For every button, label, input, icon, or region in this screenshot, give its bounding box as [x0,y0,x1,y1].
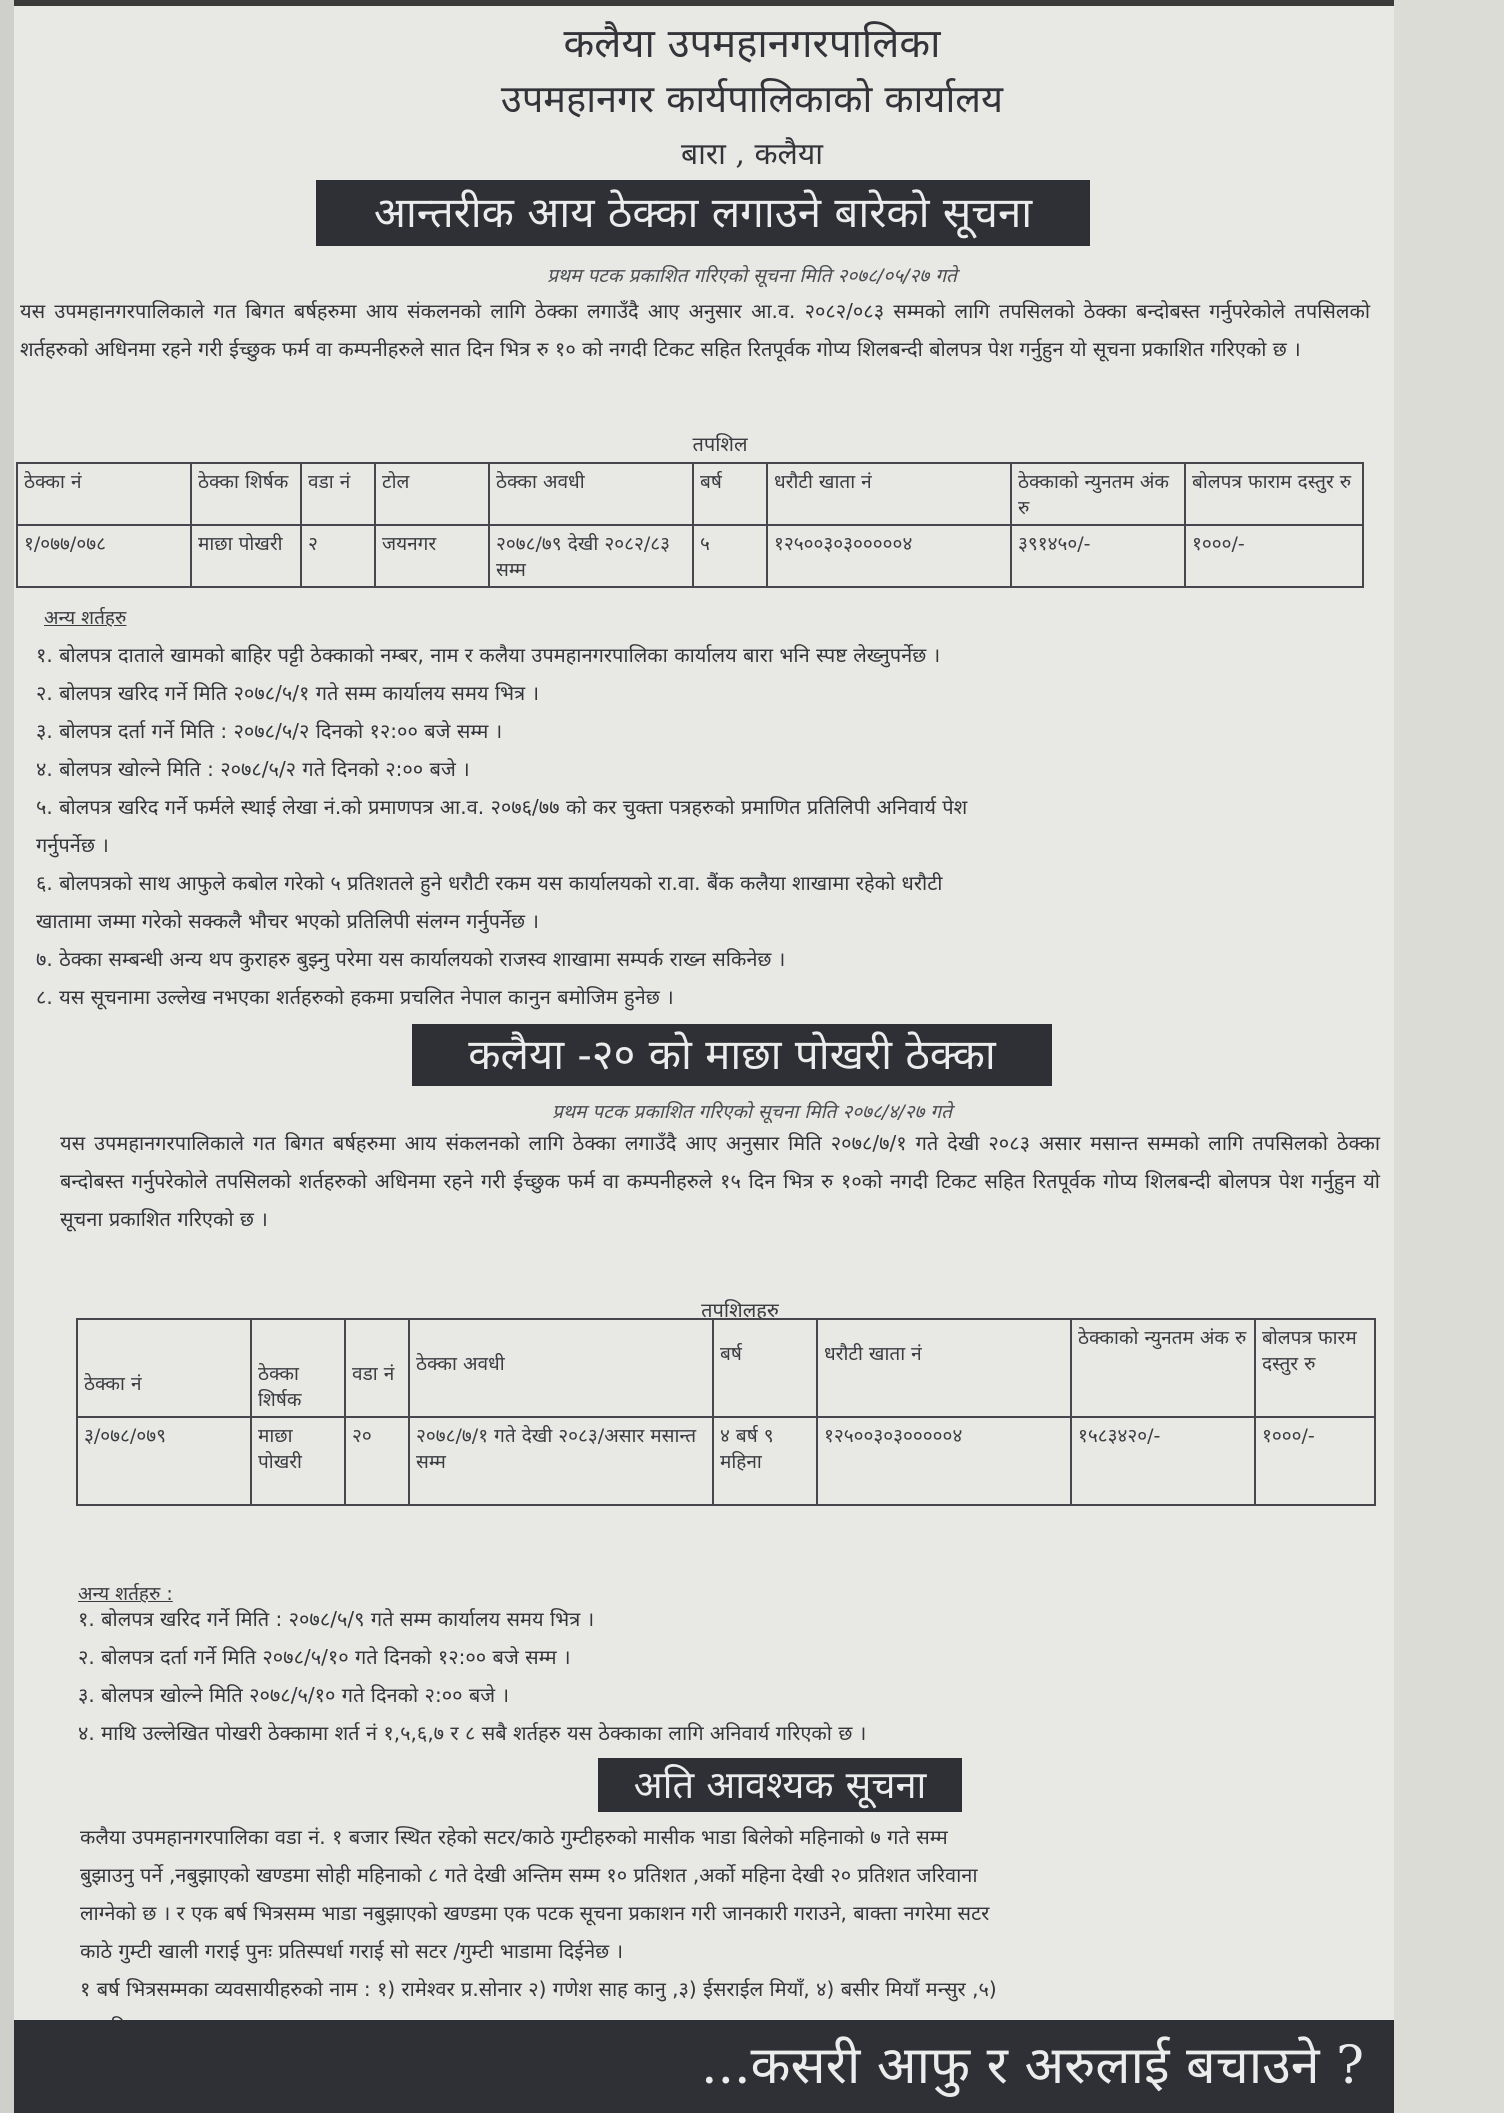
notice3-line: १ बर्ष भित्रसम्मका व्यवसायीहरुको नाम : १) रामेश्वर प्र.सोनार २) गणेश साह कानु ,३) ईसराईल मियाँ, ४) बसीर मियाँ मन्सुर ,५) [80,1977,997,2001]
condition-item: ५. बोलपत्र खरिद गर्ने फर्मले स्थाई लेखा नं.को प्रमाणपत्र आ.व. २०७६/७७ को कर चुक्ता पत्रहरुको प्रमाणित प्रतिलिपी अनिवार्य पेश [36,795,968,819]
notice2-table [76,1318,1376,1506]
office-location: बारा , कलैया [680,137,824,172]
notice3-line: कलैया उपमहानगरपालिका वडा नं. १ बजार स्थित रहेको सटर/काठे गुम्टीहरुको मासीक भाडा बिलेको महिनाको ७ गते सम्म [80,1825,948,1849]
col-header: ठेक्काको न्युनतम अंक रु [1011,463,1185,525]
condition-item: ३. बोलपत्र खोल्ने मिति २०७८/५/१० गते दिनको २:०० बजे । [78,1683,510,1707]
notice1-conditions [36,636,1376,1016]
table-cell: १०००/- [1185,525,1363,587]
condition-item: ८. यस सूचनामा उल्लेख नभएका शर्तहरुको हकमा प्रचलित नेपाल कानुन बमोजिम हुनेछ । [36,985,674,1009]
condition-item: ६. बोलपत्रको साथ आफुले कबोल गरेको ५ प्रतिशतले हुने धरौटी रकम यस कार्यालयको रा.वा. बैंक कलैया शाखामा रहेको धरौटी [36,871,943,895]
condition-item: खातामा जम्मा गरेको सक्कलै भौचर भएको प्रतिलिपी संलग्न गर्नुपर्नेछ । [36,909,539,933]
condition-item: १. बोलपत्र दाताले खामको बाहिर पट्टी ठेक्काको नम्बर, नाम र कलैया उपमहानगरपालिका कार्यालय बारा भनि स्पष्ट लेख्नुपर्नेछ । [36,643,941,667]
col-header: बर्ष [713,1319,817,1417]
col-header: ठेक्का अवधी [409,1319,713,1417]
notice1-title: आन्तरीक आय ठेक्का लगाउने बारेको सूचना [316,180,1090,246]
table-cell: ३/०७८/०७९ [77,1417,251,1505]
notice1-subnote: प्रथम पटक प्रकाशित गरिएको सूचना मिति २०७८/०५/२७ गते [547,265,957,287]
table-cell: १२५००३०३०००००४ [767,525,1011,587]
condition-item: ३. बोलपत्र दर्ता गर्ने मिति : २०७८/५/२ दिनको १२:०० बजे सम्म । [36,719,503,743]
notice2-paragraph: यस उपमहानगरपालिकाले गत बिगत बर्षहरुमा आय संकलनको लागि ठेक्का लगाउँदै आए अनुसार मिति २०७८/७/१ गते देखी २०८३ असार मसान्त सम्मको लागि तपसिलको ठेक्का बन्दोबस्त गर्नुपरेकोले तपसिलको शर्तहरुको अधिनमा रहने गरी ईच्छुक फर्म वा कम्पनीहरुले १५ दिन भित्र रु १०को नगदी टिकट सहित रितपूर्वक गोप्य शिलबन्दी बोलपत्र पेश गर्नुहुन यो सूचना प्रकाशित गरिएको छ । [60,1131,1380,1231]
col-header: धरौटी खाता नं [817,1319,1071,1417]
notice2-title: कलैया -२० को माछा पोखरी ठेक्का [412,1024,1052,1086]
paper-margin [1394,0,1504,2113]
table-cell: २ [301,525,375,587]
condition-item: ४. बोलपत्र खोल्ने मिति : २०७८/५/२ गते दिनको २:०० बजे । [36,757,470,781]
col-header: ठेक्का शिर्षक [191,463,301,525]
col-header: ठेक्का अवधी [489,463,693,525]
notice3-line: लाग्नेको छ । र एक बर्ष भित्रसम्म भाडा नबुझाएको खण्डमा एक पटक सूचना प्रकाशन गरी जानकारी गराउने, बाक्ता नगरेमा सटर [80,1901,990,1925]
notice2-conditions-title: अन्य शर्तहरु : [78,1583,173,1605]
col-header: धरौटी खाता नं [767,463,1011,525]
office-name: कलैया उपमहानगरपालिका [563,21,941,67]
table-row [77,1417,1375,1505]
table-cell: २० [345,1417,409,1505]
table-cell: ३९१४५०/- [1011,525,1185,587]
table-cell: माछा पोखरी [191,525,301,587]
col-header: ठेक्का नं [77,1319,251,1417]
notice2-subnote: प्रथम पटक प्रकाशित गरिएको सूचना मिति २०७८/४/२७ गते [552,1101,952,1123]
col-header: ठेक्काको न्युनतम अंक रु [1071,1319,1255,1417]
table-cell: २०७८/७/१ गते देखी २०८३/असार मसान्त सम्म [409,1417,713,1505]
col-header: बोलपत्र फारम दस्तुर रु [1255,1319,1375,1417]
col-header: टोल [375,463,489,525]
condition-item: ४. माथि उल्लेखित पोखरी ठेक्कामा शर्त नं १,५,६,७ र ८ सबै शर्तहरु यस ठेक्काका लागि अनिवार्य गरिएको छ । [78,1721,867,1745]
notice3-line: बुझाउनु पर्ने ,नबुझाएको खण्डमा सोही महिनाको ८ गते देखी अन्तिम सम्म १० प्रतिशत ,अर्को महिना देखी २० प्रतिशत जरिवाना [80,1863,978,1887]
col-header: बोलपत्र फाराम दस्तुर रु [1185,463,1363,525]
col-header: वडा नं [345,1319,409,1417]
table-cell: १२५००३०३०००००४ [817,1417,1071,1505]
col-header: बर्ष [693,463,767,525]
notice1-table-caption: तपशिल [692,432,748,456]
table-cell: ५ [693,525,767,587]
table-cell: जयनगर [375,525,489,587]
notice2-table-caption: तपशिलहरु [701,1298,779,1322]
table-row [17,525,1363,587]
office-subtitle: उपमहानगर कार्यपालिकाको कार्यालय [500,77,1004,121]
col-header: ठेक्का नं [17,463,191,525]
condition-item: गर्नुपर्नेछ । [36,833,109,857]
table-cell: १/०७७/०७८ [17,525,191,587]
table-header-row [17,463,1363,525]
condition-item: १. बोलपत्र खरिद गर्ने मिति : २०७८/५/९ गते सम्म कार्यालय समय भित्र । [78,1607,595,1631]
notice2-conditions [78,1600,1378,1752]
notice1-table [16,462,1364,588]
top-border [14,0,1394,6]
table-cell: १०००/- [1255,1417,1375,1505]
table-cell: १५८३४२०/- [1071,1417,1255,1505]
notice1-conditions-title: अन्य शर्तहरु [44,607,127,629]
condition-item: ७. ठेक्का सम्बन्धी अन्य थप कुराहरु बुझ्नु परेमा यस कार्यालयको राजस्व शाखामा सम्पर्क राख्न सकिनेछ । [36,947,786,971]
notice3-title: अति आवश्यक सूचना [598,1758,962,1812]
col-header: वडा नं [301,463,375,525]
notice3-body [80,1818,1380,2046]
condition-item: २. बोलपत्र खरिद गर्ने मिति २०७८/५/१ गते सम्म कार्यालय समय भित्र । [36,681,540,705]
table-cell: माछा पोखरी [251,1417,345,1505]
table-cell: २०७८/७९ देखी २०८२/८३ सम्म [489,525,693,587]
condition-item: २. बोलपत्र दर्ता गर्ने मिति २०७८/५/१० गते दिनको १२:०० बजे सम्म । [78,1645,571,1669]
notice1-paragraph: यस उपमहानगरपालिकाले गत बिगत बर्षहरुमा आय संकलनको लागि ठेक्का लगाउँदै आए अनुसार आ.व. २०८२/०८३ सम्मको लागि तपसिलको ठेक्का बन्दोबस्त गर्नुपरेकोले तपसिलको शर्तहरुको अधिनमा रहने गरी ईच्छुक फर्म वा कम्पनीहरुले सात दिन भित्र रु १० को नगदी टिकट सहित रितपूर्वक गोप्य शिलबन्दी बोलपत्र पेश गर्नुहुन यो सूचना प्रकाशित गरिएको छ । [20,299,1370,361]
table-header-row [77,1319,1375,1417]
notice3-line: काठे गुम्टी खाली गराई पुनः प्रतिस्पर्धा गराई सो सटर /गुम्टी भाडामा दिईनेछ । [80,1939,624,1963]
table-cell: ४ बर्ष ९ महिना [713,1417,817,1505]
col-header: ठेक्का शिर्षक [251,1319,345,1417]
footer-banner: ...कसरी आफु र अरुलाई बचाउने ? [14,2020,1394,2113]
